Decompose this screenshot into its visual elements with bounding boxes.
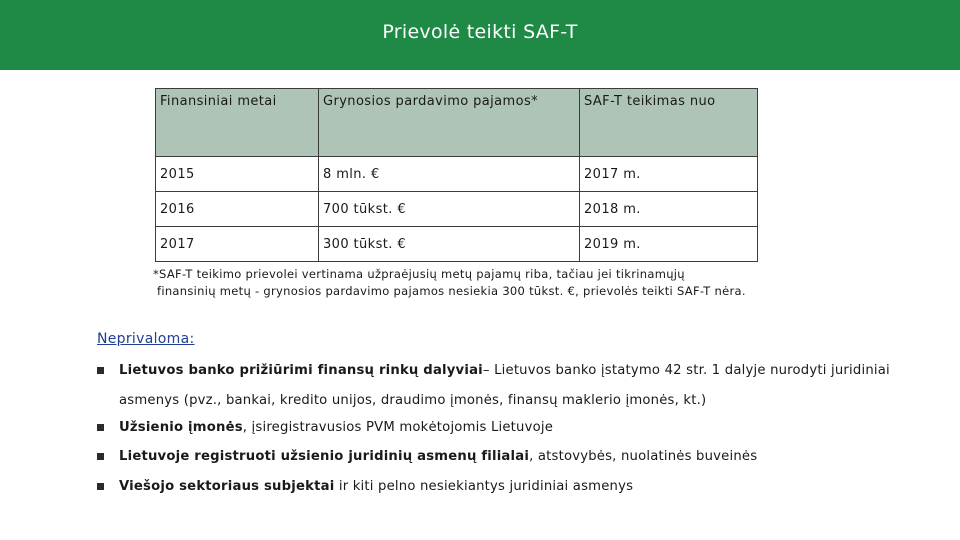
list-item-text: – Lietuvos banko įstatymo 42 str. 1 dalyje nurodyti juridiniai asmenys (pvz., bankai, kredito unijos, draudimo įmonės, finansų maklerio įmonės, kt.) [119, 363, 890, 408]
exempt-section-title: Neprivaloma: [97, 331, 195, 347]
table-header-row [156, 89, 758, 157]
list-item-bold: Lietuvoje registruoti užsienio juridinių asmenų filialai [119, 449, 530, 464]
table-cell-start: 2019 m. [580, 227, 758, 262]
table-row [156, 157, 758, 192]
square-bullet-icon [97, 483, 104, 490]
table-cell-start: 2018 m. [580, 192, 758, 227]
square-bullet-icon [97, 453, 104, 460]
list-item-text: , įsiregistravusios PVM mokėtojomis Lietuvoje [242, 420, 554, 435]
table-cell-start: 2017 m. [580, 157, 758, 192]
saf-t-table [155, 88, 758, 262]
list-item-text: , atstovybės, nuolatinės buveinės [529, 449, 758, 464]
column-header-net-sales: Grynosios pardavimo pajamos* [319, 89, 580, 157]
table-row [156, 192, 758, 227]
table-cell-year: 2017 [156, 227, 319, 262]
title-bar [0, 0, 960, 70]
list-item-bold: Viešojo sektoriaus subjektai [119, 479, 335, 494]
list-item-bold: Užsienio įmonės [119, 420, 243, 435]
table-cell-year: 2016 [156, 192, 319, 227]
table-row [156, 227, 758, 262]
list-item [97, 472, 927, 502]
list-item [97, 442, 927, 472]
list-item-text: ir kiti pelno nesiekiantys juridiniai asmenys [334, 479, 634, 494]
footnote-line-2: finansinių metų - grynosios pardavimo pajamos nesiekia 300 tūkst. €, prievolės teikti SAF-T nėra. [157, 284, 746, 298]
table-cell-sales: 8 mln. € [319, 157, 580, 192]
table-cell-sales: 300 tūkst. € [319, 227, 580, 262]
footnote-line-1: *SAF-T teikimo prievolei vertinama užpraėjusių metų pajamų riba, tačiau jei tikrinamųjų [153, 267, 685, 281]
square-bullet-icon [97, 367, 104, 374]
column-header-saf-t-from: SAF-T teikimas nuo [580, 89, 758, 157]
column-header-financial-year: Finansiniai metai [156, 89, 319, 157]
table-footnote [153, 266, 803, 300]
page-title: Prievolė teikti SAF-T [382, 21, 578, 43]
list-item [97, 356, 927, 416]
list-item-bold: Lietuvos banko prižiūrimi finansų rinkų dalyviai [119, 363, 483, 378]
list-item [97, 413, 927, 443]
table-cell-year: 2015 [156, 157, 319, 192]
table-cell-sales: 700 tūkst. € [319, 192, 580, 227]
square-bullet-icon [97, 424, 104, 431]
